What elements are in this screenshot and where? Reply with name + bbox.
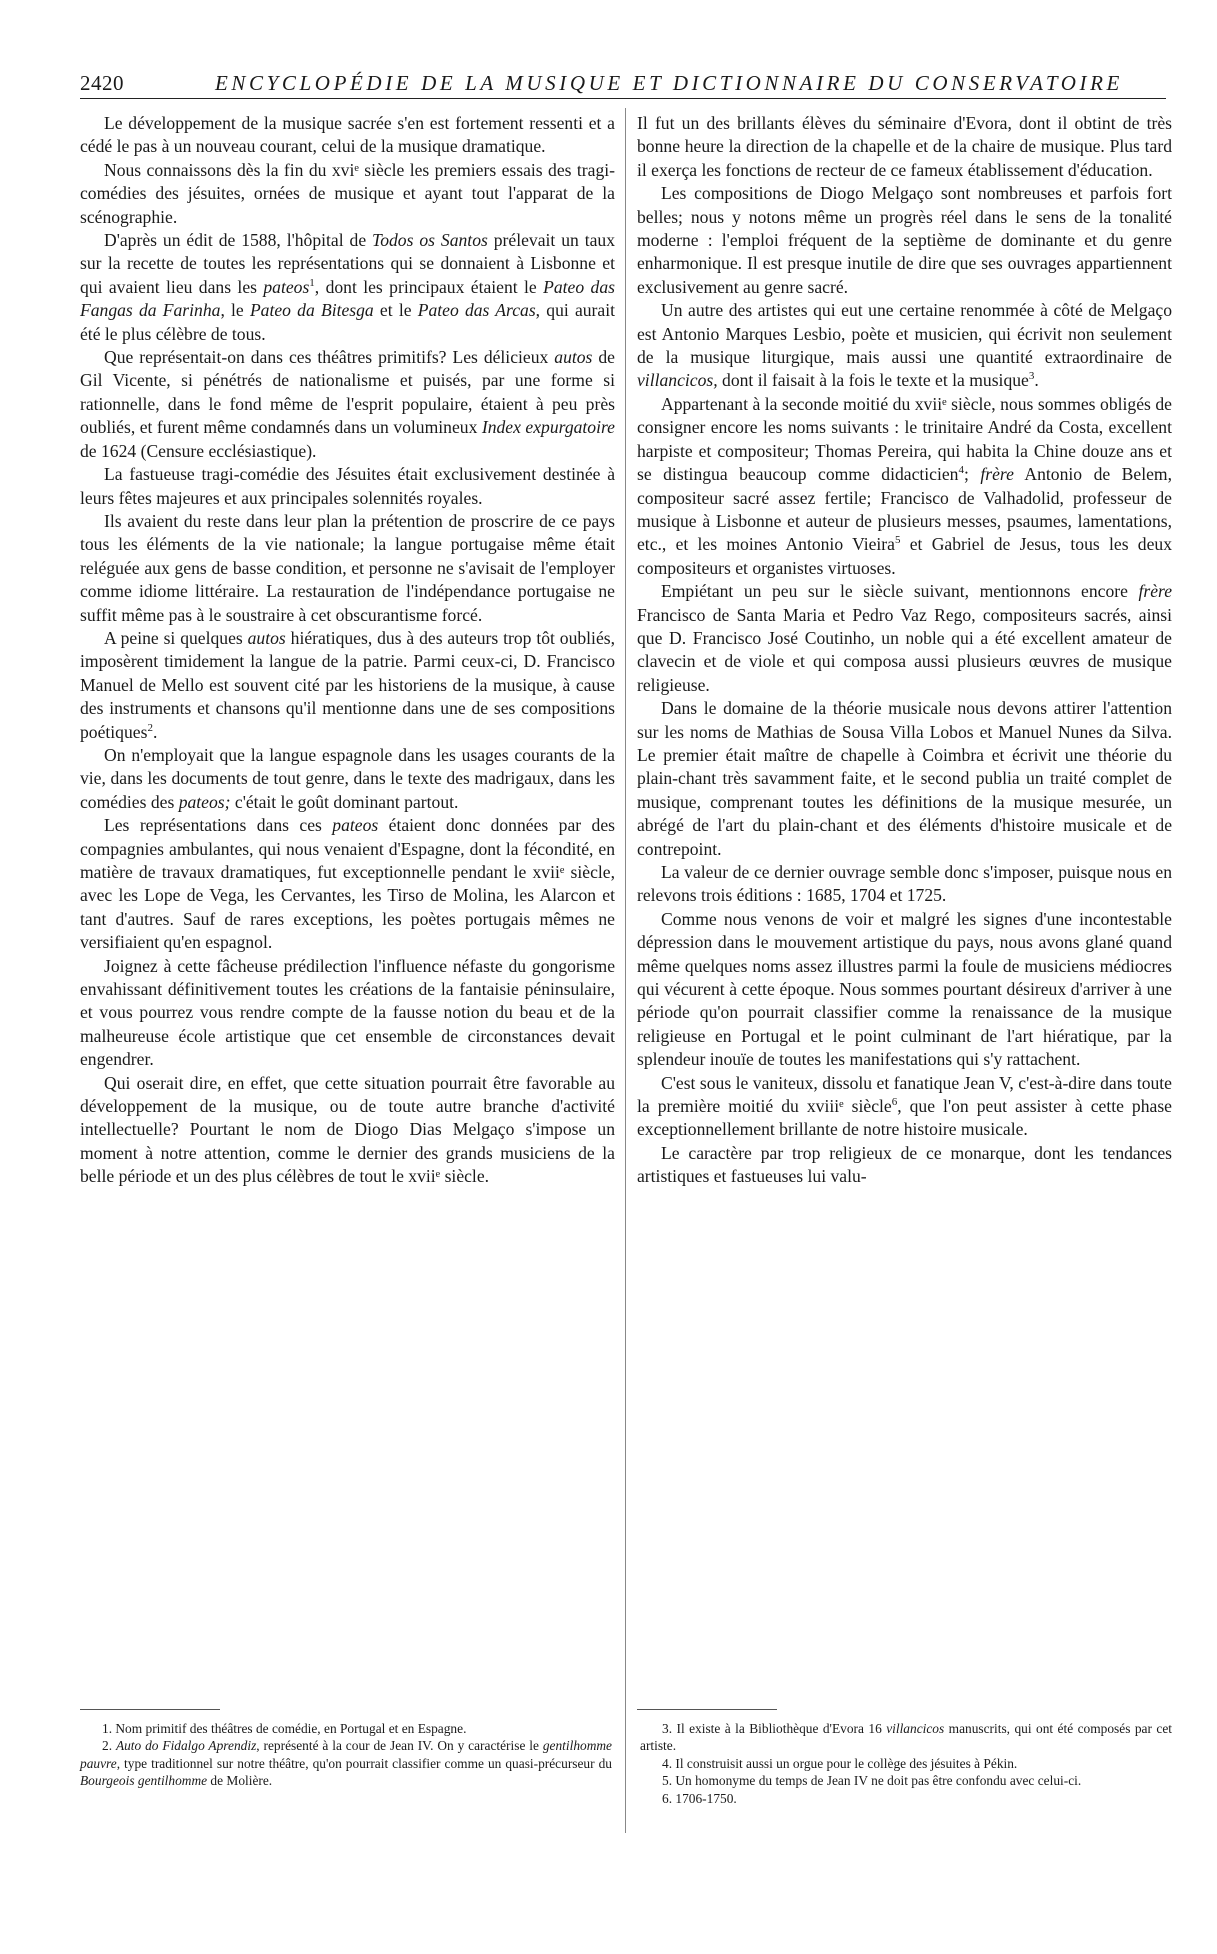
paragraph: On n'employait que la langue espagnole dans les usages courants de la vie, dans les documents de tout genre, dans le texte des madrigaux, dans les comédies des pateos; c'était le goût dominant partout. (80, 744, 615, 812)
paragraph: Joignez à cette fâcheuse prédilection l'influence néfaste du gongorisme envahissant définitivement toutes les créations de la fantaisie péninsulaire, et vous pourrez vous rendre compte de la fausse notion du beau et de la malheureuse école artistique que cet ensemble de circonstances devait engendrer. (80, 955, 615, 1070)
paragraph: Comme nous venons de voir et malgré les signes d'une incontestable dépression dans le mouvement artistique du pays, nous avons glané quand même quelques noms assez illustres parmi la foule de musiciens médiocres qui vécurent à cette époque. Nous sommes pourtant désireux d'arriver à une période qu'on pourrait classifier comme la renaissance de la musique religieuse en Portugal et le point culminant de l'art hiératique, par la splendeur inouïe de toutes les manifestations qui s'y rattachent. (637, 908, 1172, 1070)
paragraph: Que représentait-on dans ces théâtres primitifs? Les délicieux autos de Gil Vicente, si pénétrés de nationalisme et puisés, par une forme si rationnelle, dans le fond même de l'esprit populaire, étaient à peu près oubliés, et furent même condamnés dans un volumineux Index expurgatoire de 1624 (Censure ecclésiastique). (80, 347, 615, 461)
footnote: 2. Auto do Fidalgo Aprendiz, représenté à la cour de Jean IV. On y caractérise le gentilhomme pauvre, type traditionnel sur notre théâtre, qu'on pourrait classifier comme un quasi-précurseur du Bourgeois gentilhomme de Molière. (80, 1738, 612, 1789)
footnote: 3. Il existe à la Bibliothèque d'Evora 16 villancicos manuscrits, qui ont été composés par cet artiste. (640, 1721, 1172, 1754)
paragraph: Un autre des artistes qui eut une certaine renommée à côté de Melgaço est Antonio Marques Lesbio, poète et musicien, qui écrivit non seulement de la musique liturgique, mais aussi une quantité extraordinaire de villancicos, dont il faisait à la fois le texte et la musique$^3$. (637, 300, 1172, 391)
paragraph: Appartenant à la seconde moitié du xviiᵉ siècle, nous sommes obligés de consigner encore les noms suivants : le trinitaire André da Costa, excellent harpiste et compositeur; Thomas Pereira, qui habita la Chine douze ans et se distingua beaucoup comme didacticien$^4$; frère Antonio de Belem, compositeur sacré assez fertile; Francisco de Valhadolid, professeur de musique à Lisbonne et auteur de plusieurs messes, psaumes, lamentations, etc., et les moines Antonio Vieira$^5$ et Gabriel de Jesus, tous les deux compositeurs et organistes virtuoses. (637, 393, 1173, 578)
footnote: 5. Un homonyme du temps de Jean IV ne doit pas être confondu avec celui-ci. (662, 1773, 1082, 1789)
paragraph: Ils avaient du reste dans leur plan la prétention de proscrire de ce pays tous les éléments de la vie nationale; la langue portugaise même était reléguée aux gens de basse condition, et personne ne s'avisait de l'employer comme idiome littéraire. La restauration de l'indépendance portugaise ne suffit même pas à le soustraire à cet obscurantisme forcé. (80, 510, 615, 625)
left-column (80, 112, 615, 1189)
paragraph: Empiétant un peu sur le siècle suivant, mentionnons encore frère Francisco de Santa Maria et Pedro Vaz Rego, compositeurs sacrés, ainsi que D. Francisco José Coutinho, un noble qui a été excellent amateur de clavecin et de viole et qui composa aussi plusieurs œuvres de musique religieuse. (637, 581, 1172, 695)
footnote-ref: 3 (1028, 370, 1035, 383)
footnote: 4. Il construisit aussi un orgue pour le collège des jésuites à Pékin. (662, 1755, 1018, 1771)
paragraph: Dans le domaine de la théorie musicale nous devons attirer l'attention sur les noms de Mathias de Sousa Villa Lobos et Manuel Nunes da Silva. Le premier était maître de chapelle à Coimbra et écrivit une théorie du plain-chant très savamment faite, et le second publia un traité complet de musique, comprenant toutes les définitions de la musique mesurée, un abrégé de l'art du plain-chant et des éléments d'histoire musicale et de contrepoint. (637, 698, 1172, 859)
footnote-ref: 2 (147, 721, 153, 734)
footnote-ref: 4 (958, 464, 964, 477)
footnote-ref: 5 (894, 534, 901, 547)
paragraph: La valeur de ce dernier ouvrage semble donc s'imposer, puisque nous en relevons trois éditions : 1685, 1704 et 1725. (637, 862, 1172, 906)
paragraph: Le développement de la musique sacrée s'en est fortement ressenti et a cédé le pas à un nouveau courant, celui de la musique dramatique. (80, 113, 615, 157)
footnote-divider (80, 1709, 220, 1710)
paragraph: Qui oserait dire, en effet, que cette situation pourrait être favorable au développement de la musique, ou de toute autre branche d'activité intellectuelle? Pourtant le nom de Diogo Dias Melgaço s'impose un moment à notre attention, comme le dernier des grands musiciens de la belle période et un des plus célèbres de tout le xviiᵉ siècle. (80, 1072, 615, 1187)
footnote-ref: 6 (891, 1096, 898, 1109)
paragraph: A peine si quelques autos hiératiques, dus à des auteurs trop tôt oubliés, imposèrent timidement la langue de la patrie. Parmi ceux-ci, D. Francisco Manuel de Mello est souvent cité par les historiens de la musique, à cause des instruments et chansons qu'il mentionne dans une de ses compositions poétiques$^2$. (80, 627, 615, 742)
running-header (80, 68, 1166, 99)
paragraph: Nous connaissons dès la fin du xviᵉ siècle les premiers essais des tragi-comédies des jésuites, ornées de musique et ayant tout l'apparat de la scénographie. (80, 159, 615, 227)
page-number: 2420 (80, 71, 124, 95)
footnote: 6. 1706-1750. (662, 1790, 737, 1806)
footnote: 1. Nom primitif des théâtres de comédie, en Portugal et en Espagne. (102, 1721, 467, 1736)
paragraph: D'après un édit de 1588, l'hôpital de Todos os Santos prélevait un taux sur la recette de toutes les représentations qui se donnaient à Lisbonne et qui avaient lieu dans les pateos$^1$, dont les principaux étaient le Pateo das Fangas da Farinha, le Pateo da Bitesga et le Pateo das Arcas, qui aurait été le plus célèbre de tous. (80, 230, 615, 344)
right-column (637, 112, 1172, 1189)
paragraph: C'est sous le vaniteux, dissolu et fanatique Jean V, c'est-à-dire dans toute la première moitié du xviiiᵉ siècle$^6$, que l'on peut assister à cette phase exceptionnellement brillante de notre histoire musicale. (637, 1072, 1172, 1140)
footnotes-right (640, 1720, 1172, 1807)
paragraph: Il fut un des brillants élèves du séminaire d'Evora, dont il obtint de très bonne heure la direction de la chapelle et de la chaire de musique. Plus tard il exerça les fonctions de recteur de ce fameux établissement d'éducation. (637, 113, 1172, 180)
paragraph: Les compositions de Diogo Melgaço sont nombreuses et parfois fort belles; nous y notons même un progrès réel dans le sens de la tonalité moderne : l'emploi fréquent de la septième de dominante et du genre enharmonique. Il est presque inutile de dire que ses ouvrages appartiennent exclusivement au genre sacré. (637, 183, 1172, 297)
footnote-divider (637, 1709, 777, 1710)
footnotes-left (80, 1720, 612, 1790)
paragraph: Le caractère par trop religieux de ce monarque, dont les tendances artistiques et fastueuses lui valu- (637, 1142, 1172, 1187)
column-divider (625, 108, 626, 1833)
footnote-ref: 1 (309, 276, 315, 289)
paragraph: La fastueuse tragi-comédie des Jésuites était exclusivement destinée à leurs fêtes majeures et aux principales solennités royales. (80, 464, 615, 508)
paragraph: Les représentations dans ces pateos étaient donc données par des compagnies ambulantes, qui nous venaient d'Espagne, dont la fécondité, en matière de travaux dramatiques, fut exceptionnelle pendant le xviiᵉ siècle, avec les Lope de Vega, les Cervantes, les Tirso de Molina, les Alarcon et tant d'autres. Sauf de rares exceptions, les poètes portugais mêmes ne versifiaient qu'en espagnol. (80, 815, 615, 953)
running-title: ENCYCLOPÉDIE DE LA MUSIQUE ET DICTIONNAIRE DU CONSERVATOIRE (215, 71, 1123, 95)
